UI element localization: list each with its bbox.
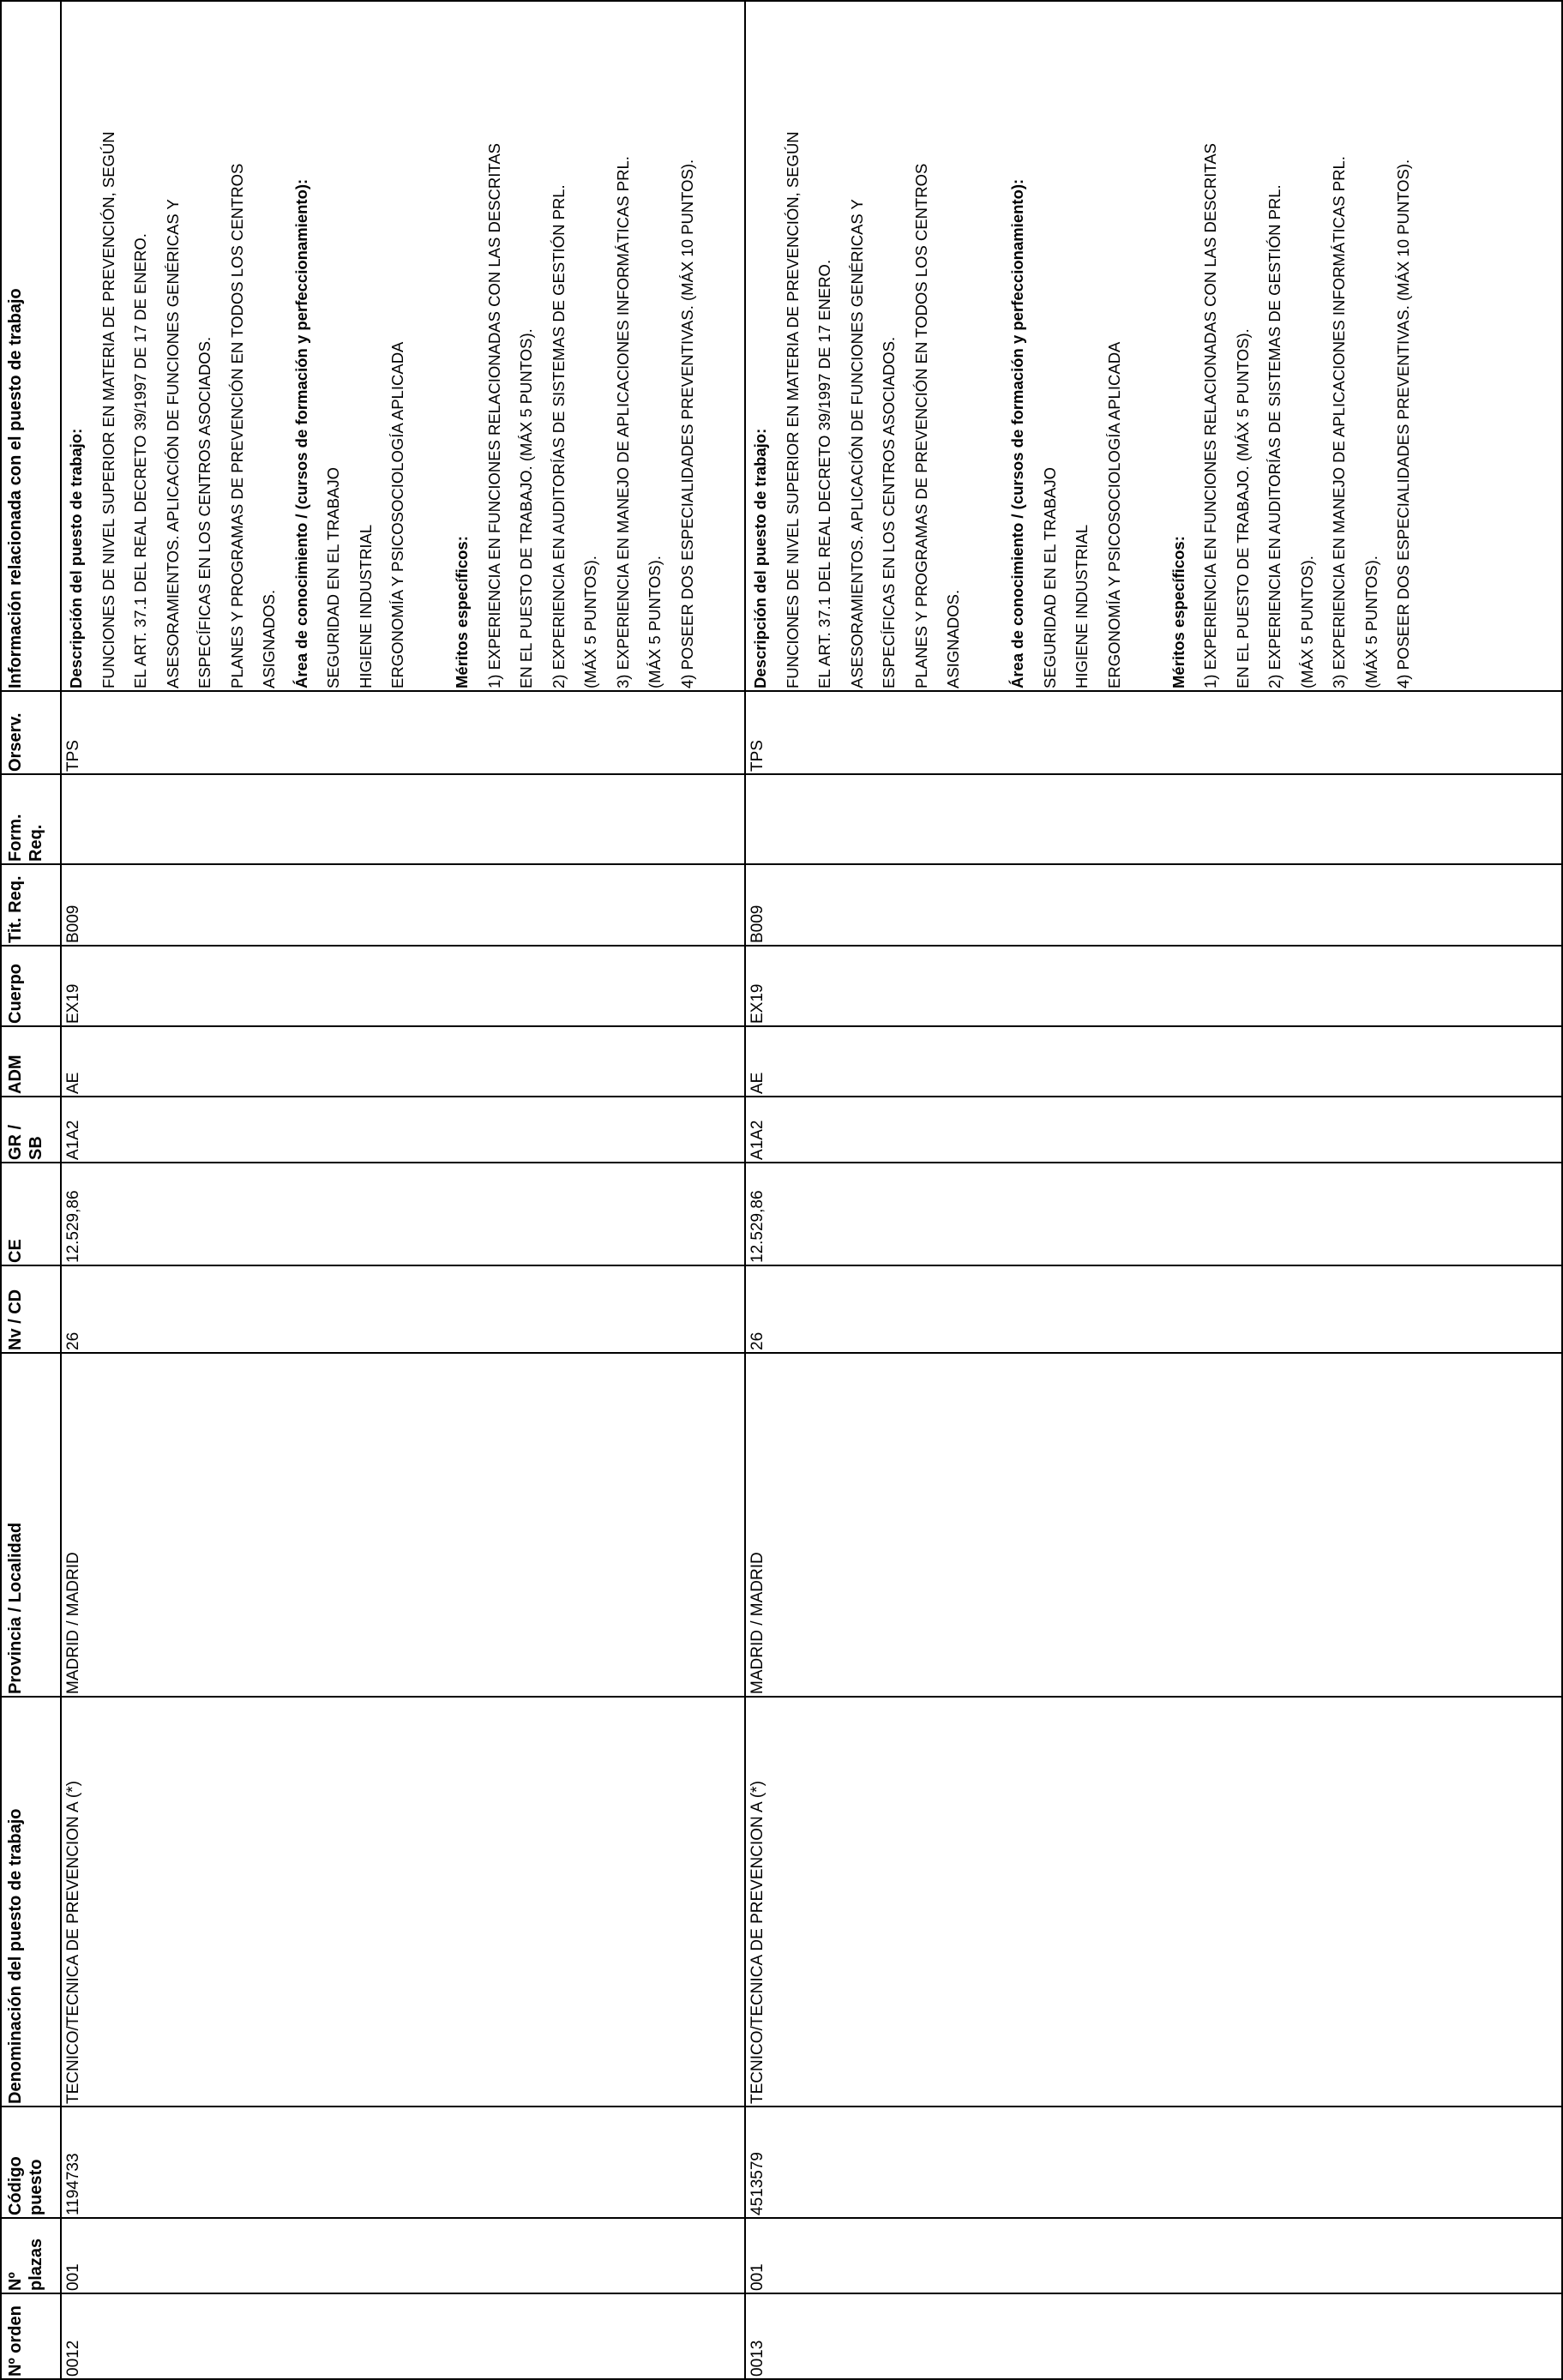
info-line: HIGIENE INDUSTRIAL [356, 524, 375, 688]
info-line: 2) EXPERIENCIA EN AUDITORÍAS DE SISTEMAS DE GESTIÓN PRL. [549, 184, 568, 688]
info-spacer [970, 131, 1002, 688]
info-line: ASESORAMIENTOS. APLICACIÓN DE FUNCIONES GENÉRICAS Y [847, 199, 866, 688]
info-line: EN EL PUESTO DE TRABAJO. (MÁX 5 PUNTOS). [1233, 328, 1252, 688]
info-line: (MÁX 5 PUNTOS). [581, 556, 599, 688]
cell-grupo: A1A2 [748, 1120, 766, 1160]
header-provincia: Provincia / Localidad [6, 1522, 25, 1694]
info-line: 4) POSEER DOS ESPECIALIDADES PREVENTIVAS. (MÁX 10 PUNTOS). [677, 159, 696, 688]
header-codigo: Código puesto [6, 2156, 45, 2215]
cell-codigo: 1194733 [64, 2153, 82, 2215]
cell-adm: AE [64, 1072, 82, 1094]
info-line: FUNCIONES DE NIVEL SUPERIOR EN MATERIA DE PREVENCIÓN, SEGÚN [99, 131, 117, 688]
info-line: 4) POSEER DOS ESPECIALIDADES PREVENTIVAS. (MÁX 10 PUNTOS). [1394, 159, 1412, 688]
info-line: ESPECÍFICAS EN LOS CENTROS ASOCIADOS. [195, 336, 213, 688]
header-nivel: Nv / CD [6, 1289, 25, 1350]
info-line: EL ART. 37.1 DEL REAL DECRETO 39/1997 DE 17 DE ENERO. [131, 233, 149, 688]
info-line: (MÁX 5 PUNTOS). [646, 556, 664, 688]
info-desc-title: Descripción del puesto de trabajo: [751, 428, 769, 688]
cell-provincia: MADRID / MADRID [64, 1552, 82, 1694]
col-border [0, 1025, 1563, 1027]
col-border [0, 0, 1563, 2]
col-border [0, 1096, 1563, 1097]
col-border [0, 1265, 1563, 1266]
info-line: (MÁX 5 PUNTOS). [1362, 556, 1380, 688]
cell-orden: 0013 [748, 2340, 766, 2377]
col-border [0, 1162, 1563, 1163]
col-border [0, 2106, 1563, 2107]
info-line: 2) EXPERIENCIA EN AUDITORÍAS DE SISTEMAS DE GESTIÓN PRL. [1265, 184, 1283, 688]
info-meritos-title: Méritos específicos: [1169, 536, 1187, 688]
cell-plazas: 001 [64, 2263, 82, 2291]
col-border [0, 1352, 1563, 1354]
info-area-title: Área de conocimiento / (cursos de formación y perfeccionamiento): [292, 178, 310, 688]
info-area-title: Área de conocimiento / (cursos de formación y perfeccionamiento): [1008, 178, 1026, 688]
col-border [0, 2293, 1563, 2294]
cell-cuerpo: EX19 [748, 983, 766, 1024]
info-line: ASIGNADOS. [944, 589, 962, 688]
header-informacion: Información relacionada con el puesto de trabajo [6, 288, 25, 688]
cell-nivel: 26 [64, 1331, 82, 1350]
header-orden: Nº orden [6, 2305, 25, 2377]
cell-provincia: MADRID / MADRID [748, 1552, 766, 1694]
cell-ce: 12.529,86 [748, 1190, 766, 1263]
info-line: PLANES Y PROGRAMAS DE PREVENCIÓN EN TODOS LOS CENTROS [911, 163, 930, 688]
cell-denominacion: TECNICO/TECNICA DE PREVENCION A (*) [748, 1781, 766, 2104]
cell-informacion [60, 131, 703, 688]
header-top-border [0, 0, 2, 2380]
header-formacion: Form. Req. [6, 814, 45, 862]
info-spacer [414, 131, 447, 688]
col-border [0, 690, 1563, 692]
header-titulacion: Tit. Req. [6, 875, 25, 943]
info-line: 3) EXPERIENCIA EN MANEJO DE APLICACIONES INFORMÁTICAS PRL. [1330, 156, 1348, 688]
info-line: EN EL PUESTO DE TRABAJO. (MÁX 5 PUNTOS). [517, 328, 535, 688]
header-plazas: Nº plazas [6, 2238, 45, 2291]
col-border [0, 863, 1563, 865]
info-line: ASESORAMIENTOS. APLICACIÓN DE FUNCIONES GENÉRICAS Y [163, 199, 182, 688]
cell-titulacion: B009 [64, 905, 82, 943]
info-line: 3) EXPERIENCIA EN MANEJO DE APLICACIONES INFORMÁTICAS PRL. [613, 156, 632, 688]
cell-orden: 0012 [64, 2340, 82, 2377]
col-border [0, 945, 1563, 947]
info-line: PLANES Y PROGRAMAS DE PREVENCIÓN EN TODOS LOS CENTROS [227, 163, 246, 688]
cell-adm: AE [748, 1072, 766, 1094]
cell-informacion [744, 131, 1420, 688]
cell-codigo: 4513579 [748, 2152, 766, 2215]
info-line: ERGONOMÍA Y PSICOSOCIOLOGÍA APLICADA [1104, 341, 1123, 688]
info-line: ESPECÍFICAS EN LOS CENTROS ASOCIADOS. [880, 336, 898, 688]
col-border [0, 1696, 1563, 1698]
info-line: (MÁX 5 PUNTOS). [1297, 556, 1316, 688]
info-line: ERGONOMÍA Y PSICOSOCIOLOGÍA APLICADA [388, 341, 406, 688]
cell-titulacion: B009 [748, 905, 766, 943]
header-grupo: GR / SB [6, 1124, 45, 1160]
info-line: HIGIENE INDUSTRIAL [1073, 524, 1091, 688]
header-ce: CE [6, 1239, 25, 1263]
info-line: SEGURIDAD EN EL TRABAJO [1040, 466, 1059, 688]
cell-grupo: A1A2 [64, 1120, 82, 1160]
header-adm: ADM [6, 1055, 25, 1094]
info-line: 1) EXPERIENCIA EN FUNCIONES RELACIONADAS CON LAS DESCRITAS [484, 143, 503, 688]
cell-ce: 12.529,86 [64, 1190, 82, 1263]
info-line: 1) EXPERIENCIA EN FUNCIONES RELACIONADAS CON LAS DESCRITAS [1201, 143, 1219, 688]
info-line: EL ART. 37.1 DEL REAL DECRETO 39/1997 DE 17 ENERO. [815, 259, 833, 688]
info-line: SEGURIDAD EN EL TRABAJO [324, 466, 342, 688]
cell-observaciones: TPS [748, 740, 766, 772]
info-line: ASIGNADOS. [260, 589, 278, 688]
cell-observaciones: TPS [64, 740, 82, 772]
info-line: FUNCIONES DE NIVEL SUPERIOR EN MATERIA DE PREVENCIÓN, SEGÚN [783, 131, 802, 688]
col-border [0, 2217, 1563, 2219]
cell-nivel: 26 [748, 1331, 766, 1350]
header-denominacion: Denominación del puesto de trabajo [6, 1808, 25, 2104]
header-cuerpo: Cuerpo [6, 964, 25, 1024]
cell-cuerpo: EX19 [64, 983, 82, 1024]
info-desc-title: Descripción del puesto de trabajo: [67, 428, 85, 688]
info-spacer [1130, 131, 1163, 688]
info-meritos-title: Méritos específicos: [453, 536, 471, 688]
cell-plazas: 001 [748, 2263, 766, 2291]
cell-denominacion: TECNICO/TECNICA DE PREVENCION A (*) [64, 1781, 82, 2104]
col-border [0, 773, 1563, 775]
header-observaciones: Orserv. [6, 712, 25, 772]
